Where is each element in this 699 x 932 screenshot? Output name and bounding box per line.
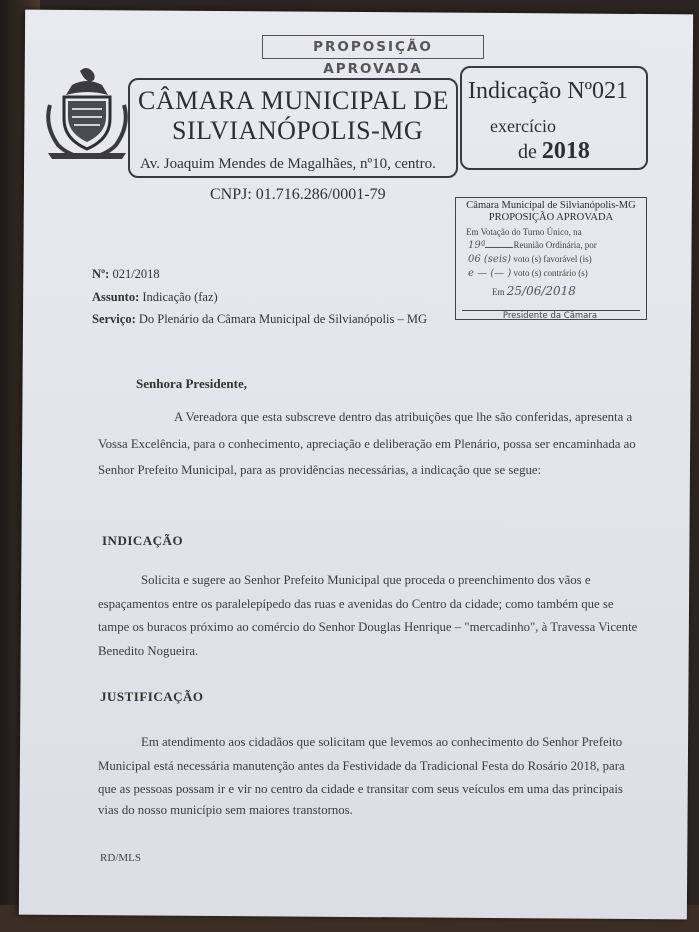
municipal-crest-icon (42, 65, 132, 163)
council-address: Av. Joaquim Mendes de Magalhães, nº10, centro. (140, 156, 436, 172)
cnpj: CNPJ: 01.716.286/0001-79 (210, 186, 386, 203)
stamp-date-line (492, 284, 576, 298)
council-name-line1: CÂMARA MUNICIPAL DE (138, 86, 449, 115)
intro-line: Vossa Excelência, para o conhecimento, apreciação e deliberação em Plenário, possa ser encaminhada ao (98, 437, 636, 451)
doc-subject (92, 290, 218, 305)
indicacao-line: tampe os buracos próximo ao comércio do Senhor Douglas Henrique – "mercadinho", à Travessa Vicente (98, 620, 638, 634)
doc-service-label: Serviço: (92, 312, 136, 326)
exercicio-year (518, 138, 590, 165)
indicacao-heading: INDICAÇÃO (102, 533, 184, 548)
stamp-session-line (468, 240, 597, 251)
stamp-against-hand: e — (— ) (468, 268, 512, 279)
doc-number-label: Nº: (92, 267, 110, 281)
indicacao-line: espaçamentos entre os paralelepípedo das ruas e avenidas do Centro da cidade; como também que se (98, 597, 614, 611)
stamp-signature-label: Presidente da Câmara (502, 311, 598, 321)
intro-line: A Vereadora que esta subscreve dentro das atribuições que lhe são conferidas, apresenta a (174, 410, 633, 424)
justificacao-line: que as pessoas possam ir e vir no centro da cidade e transitar com seus veículos em uma das principais (98, 782, 623, 796)
stamp-date-label: Em (492, 287, 505, 297)
year-value: 2018 (541, 138, 590, 164)
stamp-session-text: Reunião Ordinária, por (513, 240, 597, 250)
indicacao-line: Benedito Nogueira. (98, 644, 199, 658)
intro-line: Senhor Prefeito Municipal, para as providências necessárias, a indicação que se segue: (98, 463, 542, 477)
doc-service (92, 312, 427, 327)
justificacao-line: Em atendimento aos cidadãos que solicitam que levemos ao conhecimento do Senhor Prefeito (141, 735, 623, 749)
exercicio-year-prefix: de (518, 141, 537, 163)
stamp-favor-hand: 06 (seis) (468, 254, 512, 265)
justificacao-heading: JUSTIFICAÇÃO (100, 689, 204, 704)
author-initials: RD/MLS (100, 852, 141, 864)
justificacao-line: vias do nosso município sem maiores transtornos. (98, 803, 353, 817)
stamp-date-hand: 25/06/2018 (506, 284, 576, 298)
doc-service-value: Do Plenário da Câmara Municipal de Silvianópolis – MG (138, 312, 428, 326)
stamp-favor-line (468, 254, 592, 265)
stamp-session-hand: 19ª (468, 240, 486, 251)
doc-subject-label: Assunto: (92, 290, 140, 304)
stamp-title: PROPOSIÇÃO APROVADA (488, 212, 614, 223)
approved-stamp-top: PROPOSIÇÃO APROVADA (262, 35, 484, 59)
stamp-chamber-name: Câmara Municipal de Silvianópolis-MG (466, 200, 636, 211)
justificacao-line: Municipal está necessária manutenção antes da Festividade da Tradicional Festa do Rosário 2018, para (98, 759, 625, 773)
indicacao-line: Solicita e sugere ao Senhor Prefeito Municipal que proceda o preenchimento dos vãos e (141, 573, 591, 587)
stamp-favor-text: voto (s) favorável (is) (513, 254, 592, 264)
salutation: Senhora Presidente, (136, 376, 247, 391)
indicacao-number: Indicação Nº021 (468, 78, 629, 104)
doc-subject-value: Indicação (faz) (142, 290, 218, 304)
stamp-vote-line: Em Votação do Turno Único, na (466, 227, 582, 237)
exercicio-label: exercício (490, 116, 556, 136)
doc-number (92, 267, 160, 282)
stamp-against-line (468, 268, 588, 279)
doc-number-value: 021/2018 (112, 267, 160, 281)
stamp-against-text: voto (s) contrário (s) (513, 268, 588, 278)
council-name-line2: SILVIANÓPOLIS-MG (172, 116, 424, 145)
